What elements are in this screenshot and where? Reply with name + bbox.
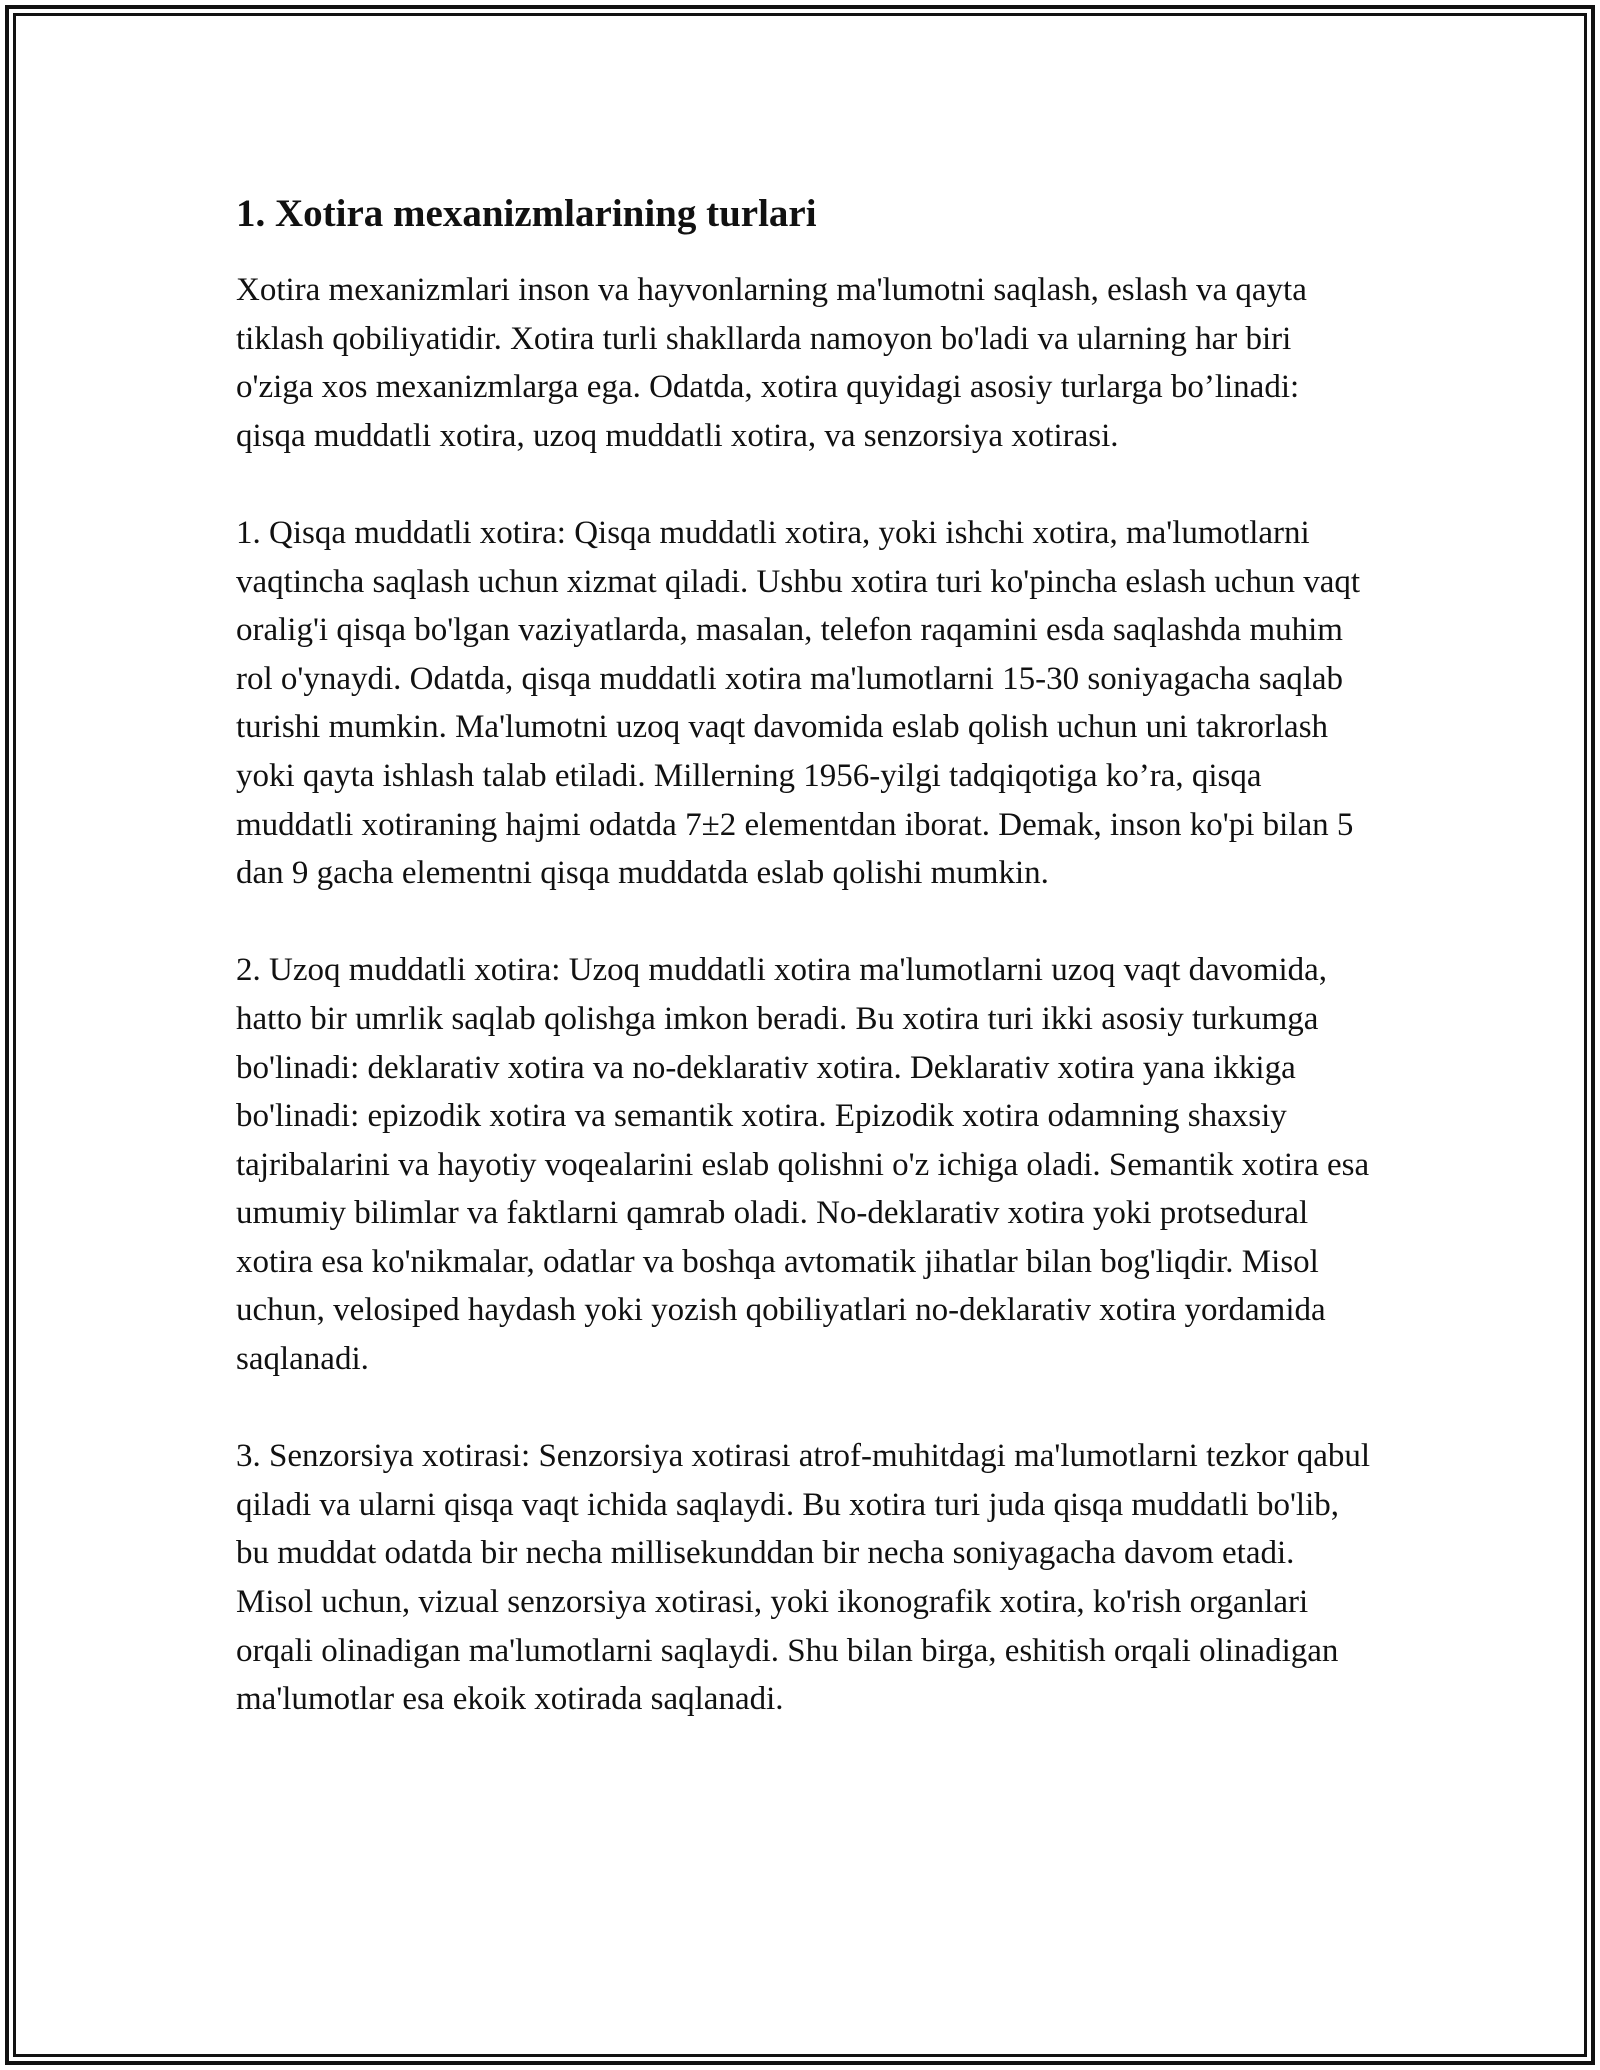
long-term-memory-paragraph: 2. Uzoq muddatli xotira: Uzoq muddatli xotira ma'lumotlarni uzoq vaqt davomida, hatto bir umrlik saqlab qolishga imkon beradi. Bu xotira turi ikki asosiy turkumga bo'linadi: deklarativ xotira va no-deklarativ xotira. Deklarativ xotira yana ikkiga bo'linadi: epizodik xotira va semantik xotira. Epizodik xotira odamning shaxsiy tajribalarini va hayotiy voqealarini eslab qolishni o'z ichiga oladi. Semantik xotira esa umumiy bilimlar va faktlarni qamrab oladi. No-deklarativ xotira yoki protsedural xotira esa ko'nikmalar, odatlar va boshqa avtomatik jihatlar bilan bog'liqdir. Misol uchun, velosiped haydash yoki yozish qobiliyatlari no-deklarativ xotira yordamida saqlanadi. (236, 952, 1370, 1378)
intro-paragraph: Xotira mexanizmlari inson va hayvonlarning ma'lumotni saqlash, eslash va qayta tiklash qobiliyatidir. Xotira turli shakllarda namoyon bo'ladi va ularning har biri o'ziga xos mexanizmlarga ega. Odatda, xotira quyidagi asosiy turlarga bo’linadi: qisqa muddatli xotira, uzoq muddatli xotira, va senzorsiya xotirasi. (236, 272, 1307, 454)
short-term-memory-paragraph: 1. Qisqa muddatli xotira: Qisqa muddatli xotira, yoki ishchi xotira, ma'lumotlarni vaqtincha saqlash uchun xizmat qiladi. Ushbu xotira turi ko'pincha eslash uchun vaqt oralig'i qisqa bo'lgan vaziyatlarda, masalan, telefon raqamini esda saqlashda muhim rol o'ynaydi. Odatda, qisqa muddatli xotira ma'lumotlarni 15-30 soniyagacha saqlab turishi mumkin. Ma'lumotni uzoq vaqt davomida eslab qolish uchun uni takrorlash yoki qayta ishlash talab etiladi. Millerning 1956-yilgi tadqiqotiga ko’ra, qisqa muddatli xotiraning hajmi odatda 7±2 elementdan iborat. Demak, inson ko'pi bilan 5 dan 9 gacha elementni qisqa muddatda eslab qolishi mumkin. (236, 514, 1361, 892)
document-body (236, 188, 1376, 1772)
section-heading: 1. Xotira mexanizmlarining turlari (236, 192, 817, 235)
sensory-memory-paragraph: 3. Senzorsiya xotirasi: Senzorsiya xotirasi atrof-muhitdagi ma'lumotlarni tezkor qabul qiladi va ularni qisqa vaqt ichida saqlaydi. Bu xotira turi juda qisqa muddatli bo'lib, bu muddat odatda bir necha millisekunddan bir necha soniyagacha davom etadi. Misol uchun, vizual senzorsiya xotirasi, yoki ikonografik xotira, ko'rish organlari orqali olinadigan ma'lumotlarni saqlaydi. Shu bilan birga, eshitish orqali olinadigan ma'lumotlar esa ekoik xotirada saqlanadi. (236, 1438, 1371, 1718)
